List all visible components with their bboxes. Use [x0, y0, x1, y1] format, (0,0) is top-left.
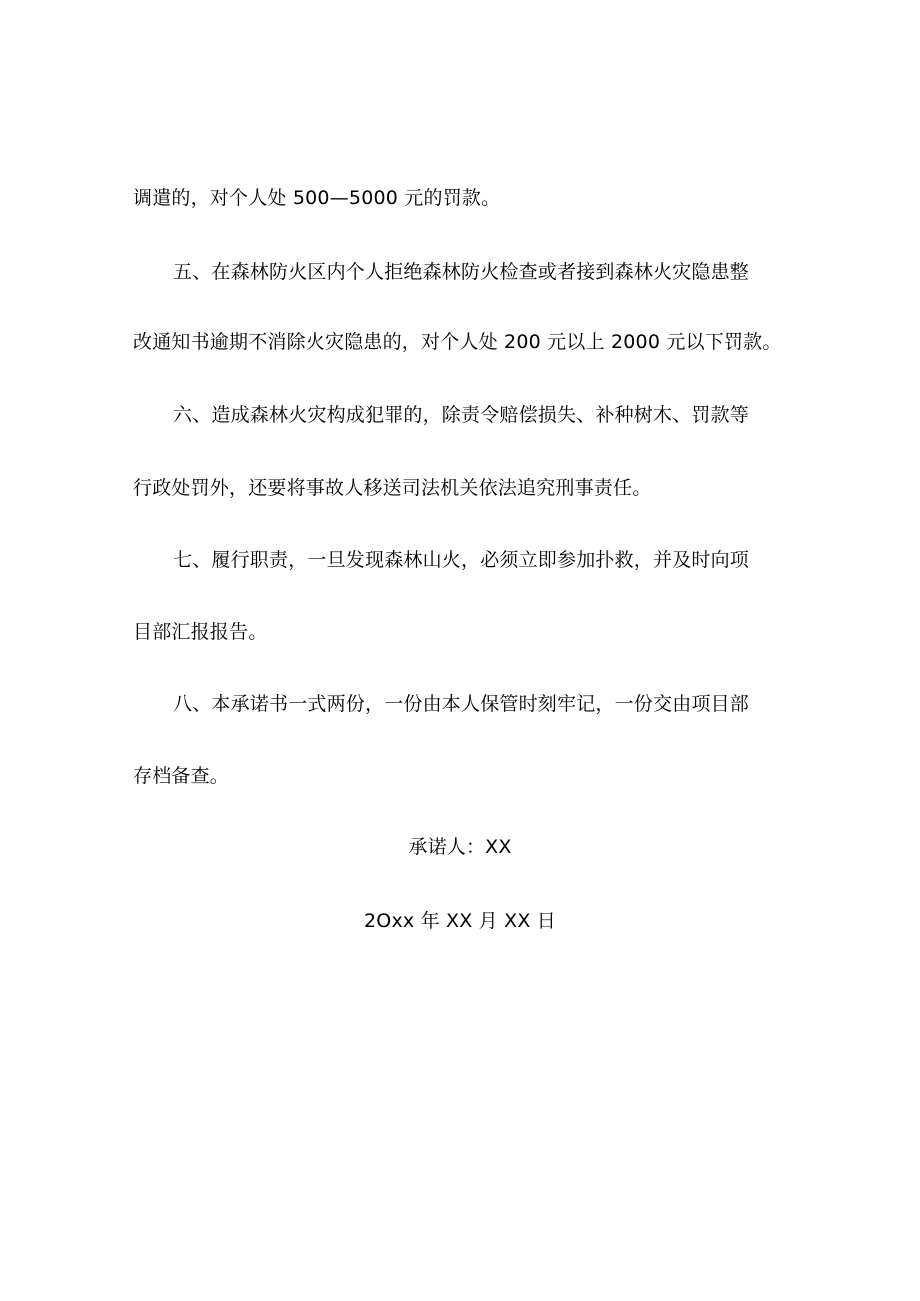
date-line: 2Oxx 年 XX 月 XX 日 [364, 910, 556, 932]
clause-6-line-1: 六、造成森林火灾构成犯罪的，除责令赔偿损失、补种树木、罚款等 [173, 404, 750, 426]
clause-4-continuation: 调遣的，对个人处 500—5000 元的罚款。 [133, 187, 501, 209]
clause-5-line-2: 改通知书逾期不消除火灾隐患的，对个人处 200 元以上 2000 元以下罚款。 [133, 331, 782, 353]
clause-7-line-1: 七、履行职责，一旦发现森林山火，必须立即参加扑救，并及时向项 [173, 549, 750, 571]
clause-7-line-2: 目部汇报报告。 [133, 621, 268, 643]
signature-line: 承诺人：XX [408, 836, 512, 858]
clause-6-line-2: 行政处罚外，还要将事故人移送司法机关依法追究刑事责任。 [133, 477, 652, 499]
clause-5-line-1: 五、在森林防火区内个人拒绝森林防火检查或者接到森林火灾隐患整 [173, 261, 750, 283]
clause-8-line-1: 八、本承诺书一式两份，一份由本人保管时刻牢记，一份交由项目部 [173, 693, 750, 715]
clause-8-line-2: 存档备查。 [133, 765, 230, 787]
